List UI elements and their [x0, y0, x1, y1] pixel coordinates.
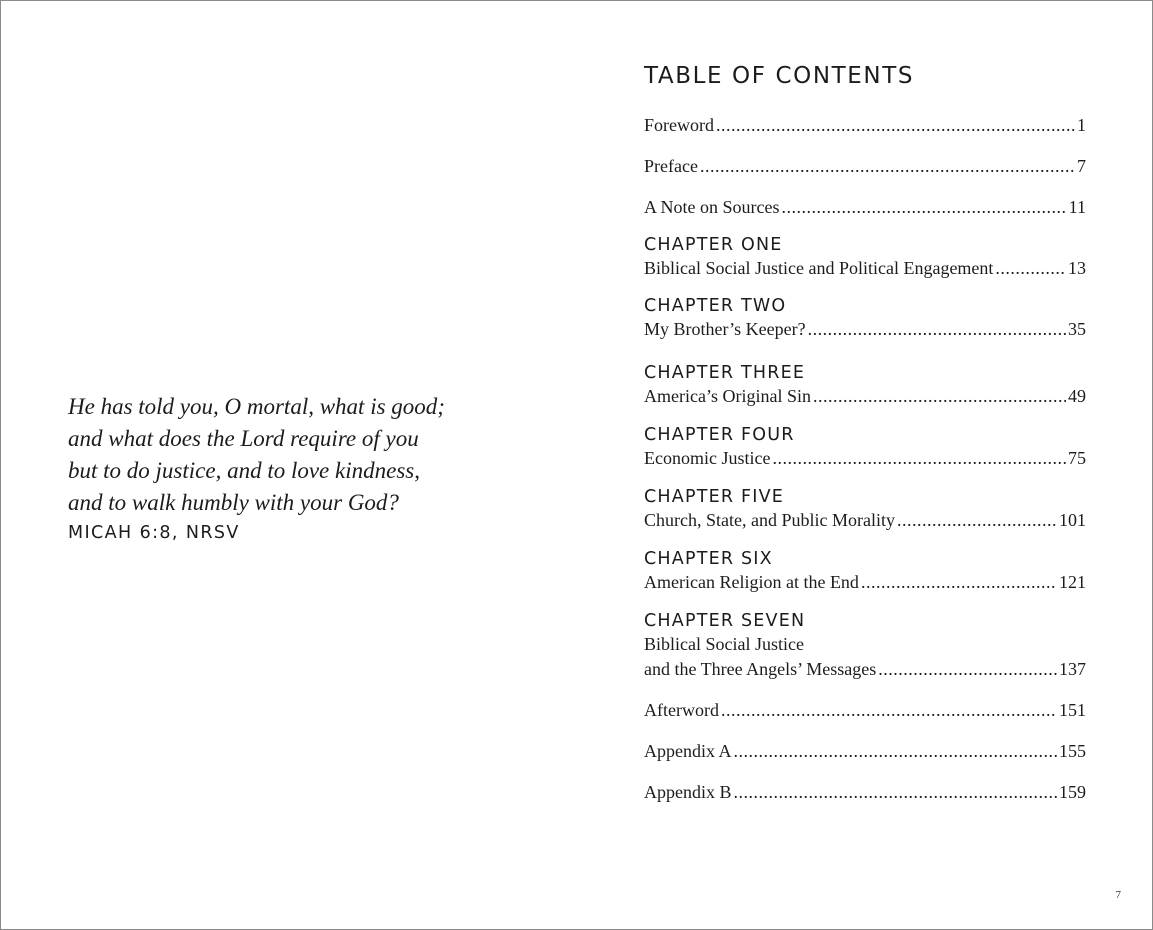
entry-page: 13 — [1068, 258, 1086, 278]
toc-entry-preface[interactable] — [644, 154, 1086, 179]
dot-leader — [700, 154, 1075, 179]
entry-page: 159 — [1059, 782, 1086, 802]
toc-entry-chapter-four[interactable] — [644, 424, 1086, 471]
toc-entry-chapter-six[interactable] — [644, 548, 1086, 595]
epigraph-line: and to walk humbly with your God? — [68, 490, 399, 515]
entry-label: Appendix A — [644, 741, 732, 761]
toc-entry-appendix-b[interactable] — [644, 780, 1086, 805]
chapter-heading: CHAPTER SIX — [644, 549, 773, 569]
entry-page: 151 — [1059, 700, 1086, 720]
entry-page: 137 — [1059, 659, 1086, 679]
chapter-heading: CHAPTER FIVE — [644, 487, 785, 507]
table-of-contents — [644, 63, 1086, 821]
dot-leader — [772, 446, 1066, 471]
epigraph — [68, 391, 488, 543]
epigraph-citation: MICAH 6:8, NRSV — [68, 523, 240, 543]
dot-leader — [995, 256, 1066, 281]
entry-label: Preface — [644, 156, 698, 176]
entry-page: 121 — [1059, 572, 1086, 592]
entry-page: 11 — [1068, 197, 1086, 217]
toc-entry-chapter-five[interactable] — [644, 486, 1086, 533]
entry-label: Church, State, and Public Morality — [644, 510, 895, 530]
entry-label: Foreword — [644, 115, 714, 135]
entry-label: Appendix B — [644, 782, 732, 802]
dot-leader — [897, 508, 1057, 533]
entry-page: 101 — [1059, 510, 1086, 530]
toc-entry-chapter-seven[interactable] — [644, 610, 1086, 682]
dot-leader — [878, 657, 1057, 682]
entry-page: 75 — [1068, 448, 1086, 468]
epigraph-line: He has told you, O mortal, what is good; — [68, 394, 445, 419]
chapter-heading: CHAPTER ONE — [644, 235, 783, 255]
toc-entry-chapter-three[interactable] — [644, 362, 1086, 409]
toc-entry-appendix-a[interactable] — [644, 739, 1086, 764]
toc-entry-note-on-sources[interactable] — [644, 195, 1086, 220]
dot-leader — [716, 113, 1075, 138]
dot-leader — [813, 384, 1066, 409]
dot-leader — [861, 570, 1057, 595]
toc-entry-afterword[interactable] — [644, 698, 1086, 723]
chapter-heading: CHAPTER THREE — [644, 363, 806, 383]
entry-page: 49 — [1068, 386, 1086, 406]
entry-page: 1 — [1077, 115, 1086, 135]
dot-leader — [808, 317, 1066, 342]
entry-label: America’s Original Sin — [644, 386, 811, 406]
chapter-heading: CHAPTER TWO — [644, 296, 787, 316]
entry-label-line: Biblical Social Justice — [644, 634, 804, 654]
epigraph-line: and what does the Lord require of you — [68, 426, 419, 451]
chapter-heading: CHAPTER FOUR — [644, 425, 795, 445]
toc-entry-foreword[interactable] — [644, 113, 1086, 138]
toc-entry-chapter-one[interactable] — [644, 234, 1086, 281]
entry-page: 7 — [1077, 156, 1086, 176]
page-number: 7 — [1115, 889, 1121, 901]
entry-page: 35 — [1068, 319, 1086, 339]
entry-label: American Religion at the End — [644, 572, 859, 592]
entry-page: 155 — [1059, 741, 1086, 761]
epigraph-line: but to do justice, and to love kindness, — [68, 458, 420, 483]
entry-label: Economic Justice — [644, 448, 771, 468]
entry-label: Afterword — [644, 700, 719, 720]
dot-leader — [781, 195, 1066, 220]
entry-label: My Brother’s Keeper? — [644, 319, 806, 339]
entry-label: Biblical Social Justice and Political Engagement — [644, 258, 994, 278]
toc-title: TABLE OF CONTENTS — [644, 63, 915, 89]
dot-leader — [734, 739, 1058, 764]
dot-leader — [721, 698, 1057, 723]
entry-label: and the Three Angels’ Messages — [644, 659, 877, 679]
entry-label: A Note on Sources — [644, 197, 780, 217]
toc-entry-chapter-two[interactable] — [644, 295, 1086, 342]
dot-leader — [734, 780, 1058, 805]
chapter-heading: CHAPTER SEVEN — [644, 611, 806, 631]
